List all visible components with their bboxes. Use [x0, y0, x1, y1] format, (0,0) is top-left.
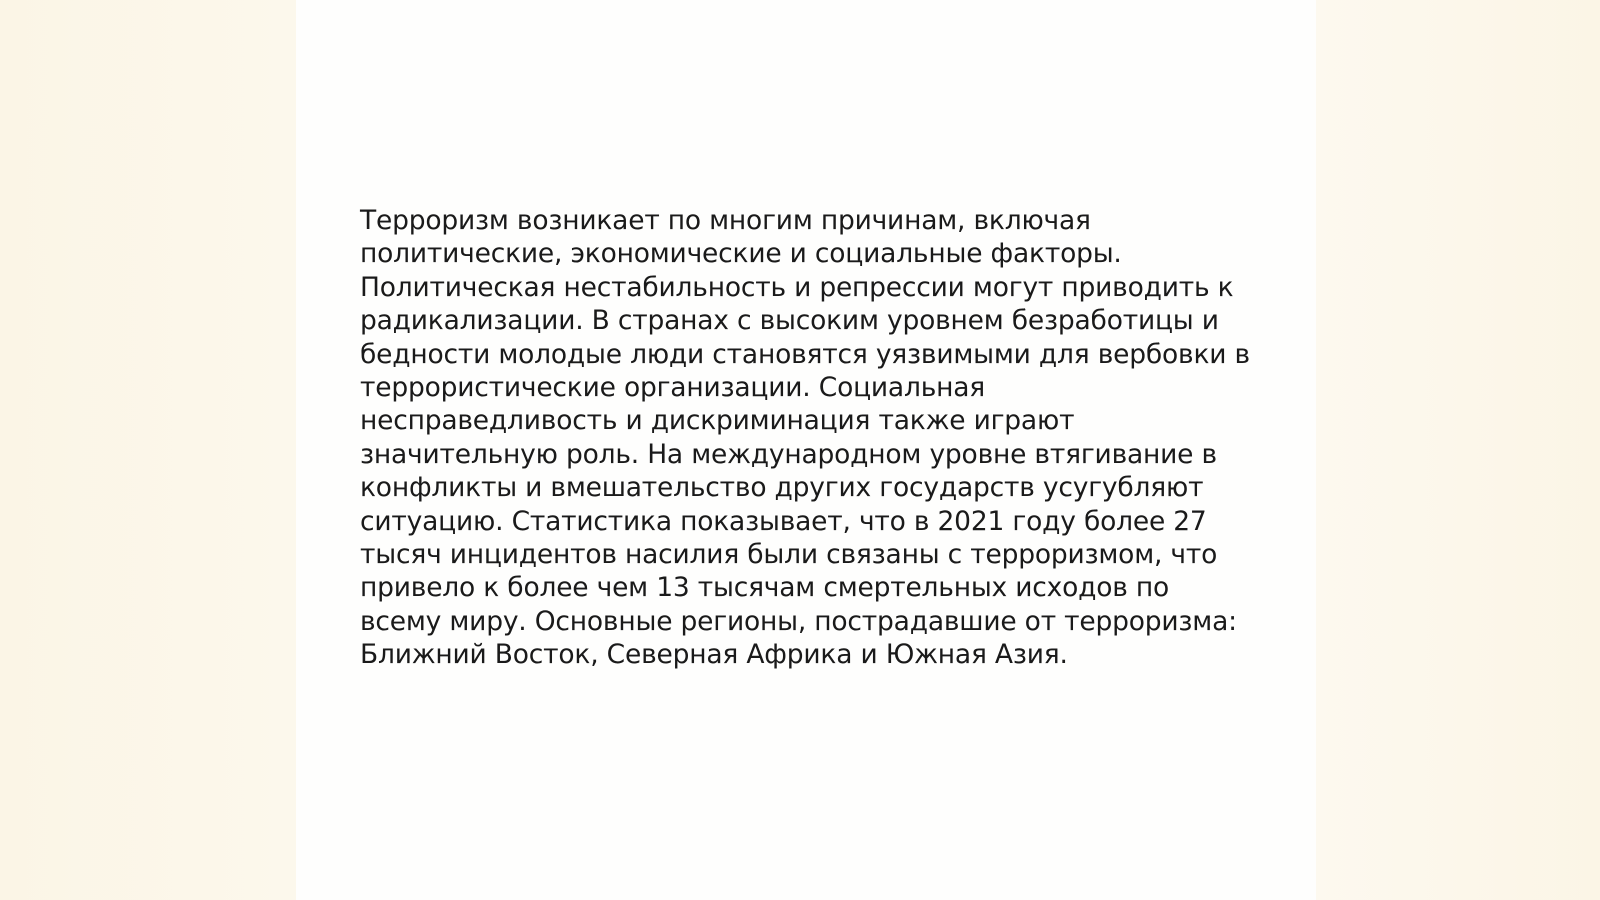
slide-body-text [360, 204, 1260, 672]
body-line: ситуацию. Статистика показывает, что в 2021 году более 27 [360, 505, 1207, 537]
body-line: политические, экономические и социальные факторы. [360, 238, 1122, 270]
body-line: конфликты и вмешательство других государств усугубляют [360, 472, 1204, 504]
body-line: радикализации. В странах с высоким уровнем безработицы и [360, 305, 1219, 337]
body-line: Политическая нестабильность и репрессии могут приводить к [360, 271, 1234, 303]
body-line: тысяч инцидентов насилия были связаны с терроризмом, что [360, 539, 1218, 571]
background-right-margin [1316, 0, 1600, 900]
body-line: бедности молодые люди становятся уязвимыми для вербовки в [360, 338, 1250, 370]
body-line: всему миру. Основные регионы, пострадавшие от терроризма: [360, 605, 1237, 637]
slide-canvas [296, 0, 1316, 900]
body-line: Терроризм возникает по многим причинам, включая [360, 205, 1091, 236]
body-line: несправедливость и дискриминация также играют [360, 405, 1075, 437]
body-line: террористические организации. Социальная [360, 372, 986, 404]
background-left-margin [0, 0, 296, 900]
body-line: привело к более чем 13 тысячам смертельных исходов по [360, 572, 1170, 604]
body-line: значительную роль. На международном уровне втягивание в [360, 438, 1217, 470]
body-line: Ближний Восток, Северная Африка и Южная Азия. [360, 639, 1068, 671]
